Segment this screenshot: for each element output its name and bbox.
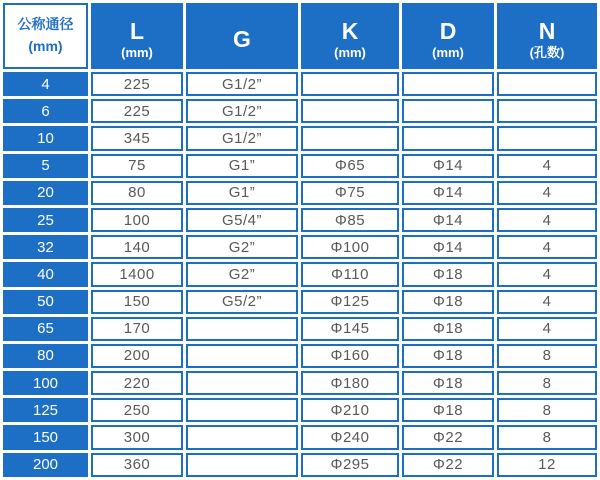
table-header	[3, 3, 597, 69]
cell-g	[186, 344, 298, 368]
cell-k: Φ65	[301, 154, 399, 178]
cell-d	[402, 72, 494, 96]
cell-l: 360	[91, 453, 183, 477]
table-row	[3, 317, 597, 341]
cell-nominal-diameter: 32	[3, 235, 88, 259]
table-row	[3, 425, 597, 449]
cell-k: Φ180	[301, 371, 399, 395]
cell-n: 4	[497, 290, 597, 314]
cell-n: 8	[497, 371, 597, 395]
cell-nominal-diameter: 6	[3, 99, 88, 123]
cell-k: Φ75	[301, 181, 399, 205]
cell-nominal-diameter: 25	[3, 208, 88, 232]
column-header-l	[91, 3, 183, 69]
cell-l: 80	[91, 181, 183, 205]
cell-g: G1/2”	[186, 99, 298, 123]
cell-d: Φ18	[402, 344, 494, 368]
cell-k	[301, 126, 399, 150]
column-unit: (mm)	[432, 44, 464, 60]
cell-d: Φ22	[402, 453, 494, 477]
cell-n: 8	[497, 398, 597, 422]
cell-n: 8	[497, 425, 597, 449]
cell-k: Φ295	[301, 453, 399, 477]
table-row	[3, 235, 597, 259]
cell-n: 4	[497, 317, 597, 341]
column-label: N	[538, 17, 556, 44]
cell-l: 300	[91, 425, 183, 449]
table-row	[3, 154, 597, 178]
table-row	[3, 371, 597, 395]
cell-g	[186, 398, 298, 422]
cell-n: 4	[497, 262, 597, 286]
table-row	[3, 181, 597, 205]
cell-n: 4	[497, 154, 597, 178]
cell-k	[301, 72, 399, 96]
table-row	[3, 398, 597, 422]
table-row	[3, 262, 597, 286]
table-row	[3, 99, 597, 123]
cell-k	[301, 99, 399, 123]
table-row	[3, 72, 597, 96]
cell-g: G5/4”	[186, 208, 298, 232]
cell-k: Φ85	[301, 208, 399, 232]
column-header-n	[497, 3, 597, 69]
cell-k: Φ145	[301, 317, 399, 341]
column-header-d	[402, 3, 494, 69]
cell-d: Φ14	[402, 181, 494, 205]
cell-nominal-diameter: 5	[3, 154, 88, 178]
column-label: G	[233, 26, 251, 52]
cell-g: G5/2”	[186, 290, 298, 314]
cell-d	[402, 99, 494, 123]
cell-nominal-diameter: 40	[3, 262, 88, 286]
header-row	[3, 3, 597, 69]
cell-nominal-diameter: 20	[3, 181, 88, 205]
table-row	[3, 453, 597, 477]
cell-l: 150	[91, 290, 183, 314]
cell-l: 100	[91, 208, 183, 232]
corner-header-title: 公称通径	[17, 16, 74, 33]
cell-d: Φ14	[402, 208, 494, 232]
cell-nominal-diameter: 4	[3, 72, 88, 96]
cell-g: G1”	[186, 181, 298, 205]
column-unit: (孔数)	[529, 44, 565, 60]
cell-d: Φ14	[402, 235, 494, 259]
cell-n: 12	[497, 453, 597, 477]
cell-n	[497, 126, 597, 150]
cell-d	[402, 126, 494, 150]
table-body	[3, 72, 597, 477]
cell-d: Φ18	[402, 262, 494, 286]
cell-nominal-diameter: 150	[3, 425, 88, 449]
column-unit: (mm)	[334, 44, 366, 60]
cell-g	[186, 371, 298, 395]
cell-nominal-diameter: 125	[3, 398, 88, 422]
cell-k: Φ240	[301, 425, 399, 449]
cell-g	[186, 453, 298, 477]
column-label: K	[341, 17, 359, 44]
cell-l: 200	[91, 344, 183, 368]
cell-l: 75	[91, 154, 183, 178]
column-header-k	[301, 3, 399, 69]
cell-l: 140	[91, 235, 183, 259]
cell-g	[186, 317, 298, 341]
cell-g: G1”	[186, 154, 298, 178]
cell-nominal-diameter: 65	[3, 317, 88, 341]
cell-k: Φ125	[301, 290, 399, 314]
cell-g: G2”	[186, 235, 298, 259]
cell-l: 345	[91, 126, 183, 150]
cell-g: G1/2”	[186, 126, 298, 150]
cell-nominal-diameter: 200	[3, 453, 88, 477]
table-row	[3, 290, 597, 314]
cell-d: Φ22	[402, 425, 494, 449]
cell-nominal-diameter: 80	[3, 344, 88, 368]
table-row	[3, 208, 597, 232]
cell-l: 250	[91, 398, 183, 422]
column-header-g	[186, 3, 298, 69]
cell-l: 220	[91, 371, 183, 395]
cell-d: Φ18	[402, 371, 494, 395]
cell-n	[497, 72, 597, 96]
column-label: L	[129, 17, 145, 44]
cell-k: Φ110	[301, 262, 399, 286]
cell-n: 4	[497, 235, 597, 259]
column-label: D	[439, 17, 457, 44]
cell-d: Φ18	[402, 317, 494, 341]
cell-nominal-diameter: 50	[3, 290, 88, 314]
cell-l: 170	[91, 317, 183, 341]
cell-l: 225	[91, 72, 183, 96]
cell-g	[186, 425, 298, 449]
cell-d: Φ18	[402, 290, 494, 314]
cell-k: Φ100	[301, 235, 399, 259]
cell-g: G2”	[186, 262, 298, 286]
cell-d: Φ14	[402, 154, 494, 178]
cell-k: Φ210	[301, 398, 399, 422]
cell-n: 4	[497, 208, 597, 232]
cell-l: 1400	[91, 262, 183, 286]
cell-d: Φ18	[402, 398, 494, 422]
cell-k: Φ160	[301, 344, 399, 368]
cell-l: 225	[91, 99, 183, 123]
cell-nominal-diameter: 10	[3, 126, 88, 150]
cell-n	[497, 99, 597, 123]
table-row	[3, 126, 597, 150]
corner-header-unit: (mm)	[28, 38, 63, 54]
column-unit: (mm)	[121, 44, 153, 60]
cell-n: 8	[497, 344, 597, 368]
cell-n: 4	[497, 181, 597, 205]
corner-header-nominal-diameter	[3, 3, 88, 69]
cell-nominal-diameter: 100	[3, 371, 88, 395]
table-row	[3, 344, 597, 368]
cell-g: G1/2”	[186, 72, 298, 96]
